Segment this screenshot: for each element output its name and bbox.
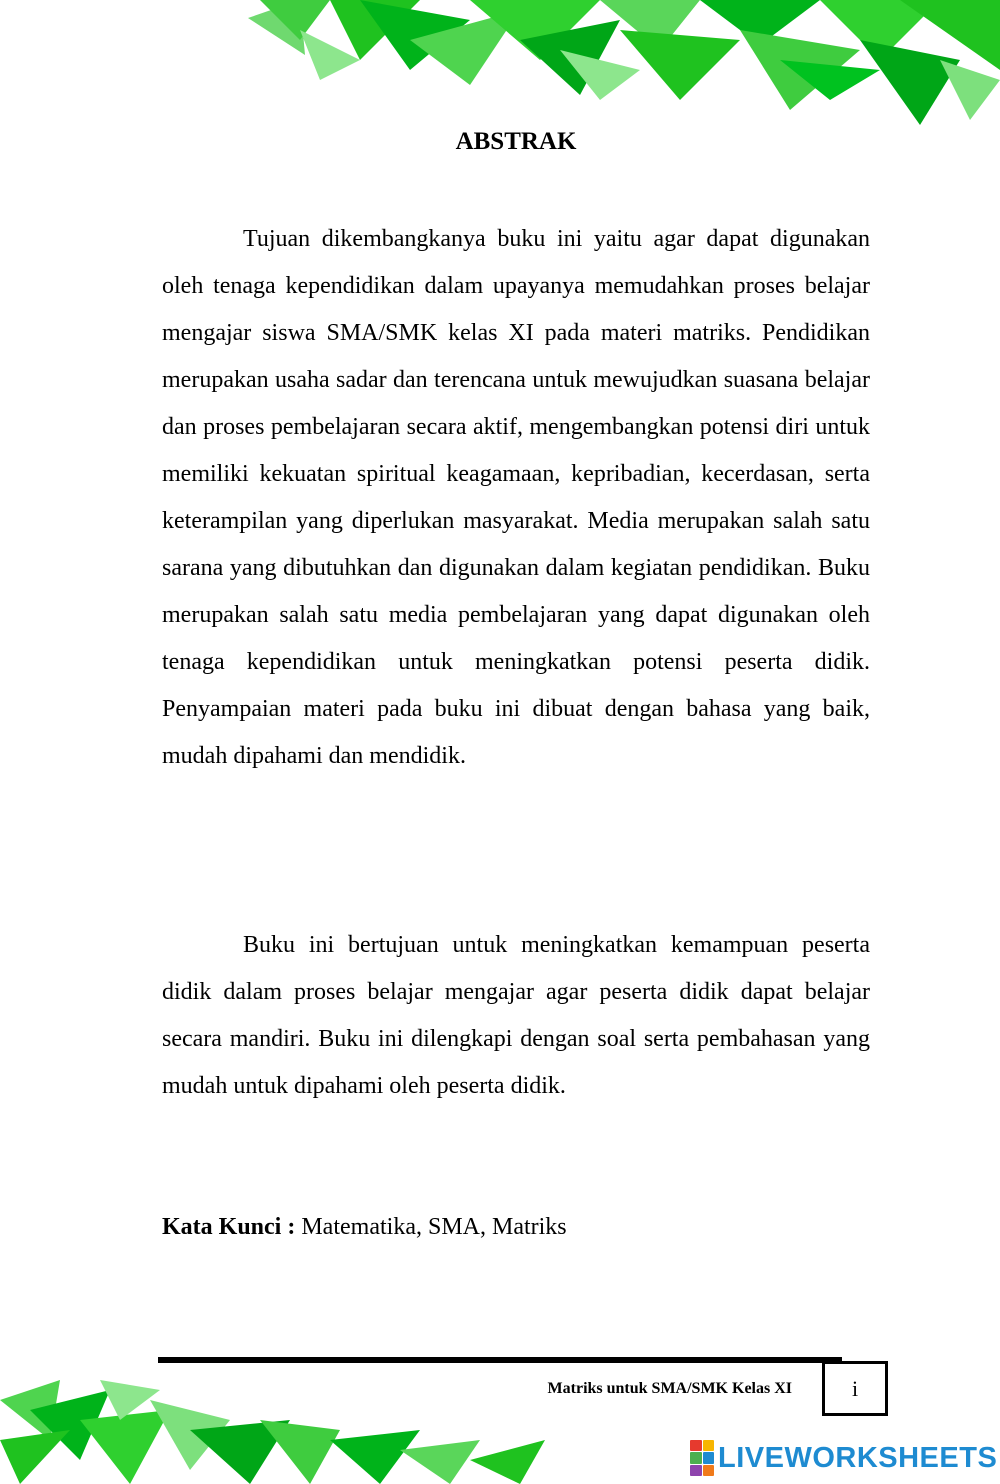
abstract-paragraph-1: Tujuan dikembangkanya buku ini yaitu agar dapat digunakan oleh tenaga kependidikan dalam upayanya memudahkan proses belajar mengajar siswa SMA/SMK kelas XI pada materi matriks. Pendidikan merupakan usaha sadar dan terencana untuk mewujudkan suasana belajar dan proses pembelajaran secara aktif, mengembangkan potensi diri untuk memiliki kekuatan spiritual keagamaan, kepribadian, kecerdasan, serta keterampilan yang diperlukan masyarakat. Media merupakan salah satu sarana yang dibutuhkan dan digunakan dalam kegiatan pendidikan. Buku merupakan salah satu media pembelajaran yang dapat digunakan oleh tenaga kependidikan untuk meningkatkan potensi peserta didik. Penyampaian materi pada buku ini dibuat dengan bahasa yang baik, mudah dipahami dan mendidik. [162, 226, 870, 769]
keywords-value: Matematika, SMA, Matriks [301, 1214, 567, 1240]
page-title: ABSTRAK [455, 128, 577, 155]
bottom-decoration-triangles [0, 1380, 560, 1484]
keywords-label: Kata Kunci : [162, 1214, 296, 1240]
top-decoration-triangles [0, 0, 1000, 140]
footer-rule [158, 1357, 842, 1363]
footer-book-title: Matriks untuk SMA/SMK Kelas XI [547, 1380, 792, 1397]
keywords-line [162, 1204, 567, 1251]
liveworksheets-text: LIVEWORKSHEETS [718, 1441, 998, 1474]
abstract-paragraph-2: Buku ini bertujuan untuk meningkatkan kemampuan peserta didik dalam proses belajar mengajar agar peserta didik dapat belajar secara mandiri. Buku ini dilengkapi dengan soal serta pembahasan yang mudah untuk dipahami oleh peserta didik. [162, 932, 870, 1099]
liveworksheets-watermark [690, 1440, 997, 1476]
page-number-box [822, 1361, 888, 1416]
liveworksheets-icon [690, 1440, 714, 1476]
page-number: i [851, 1376, 859, 1401]
